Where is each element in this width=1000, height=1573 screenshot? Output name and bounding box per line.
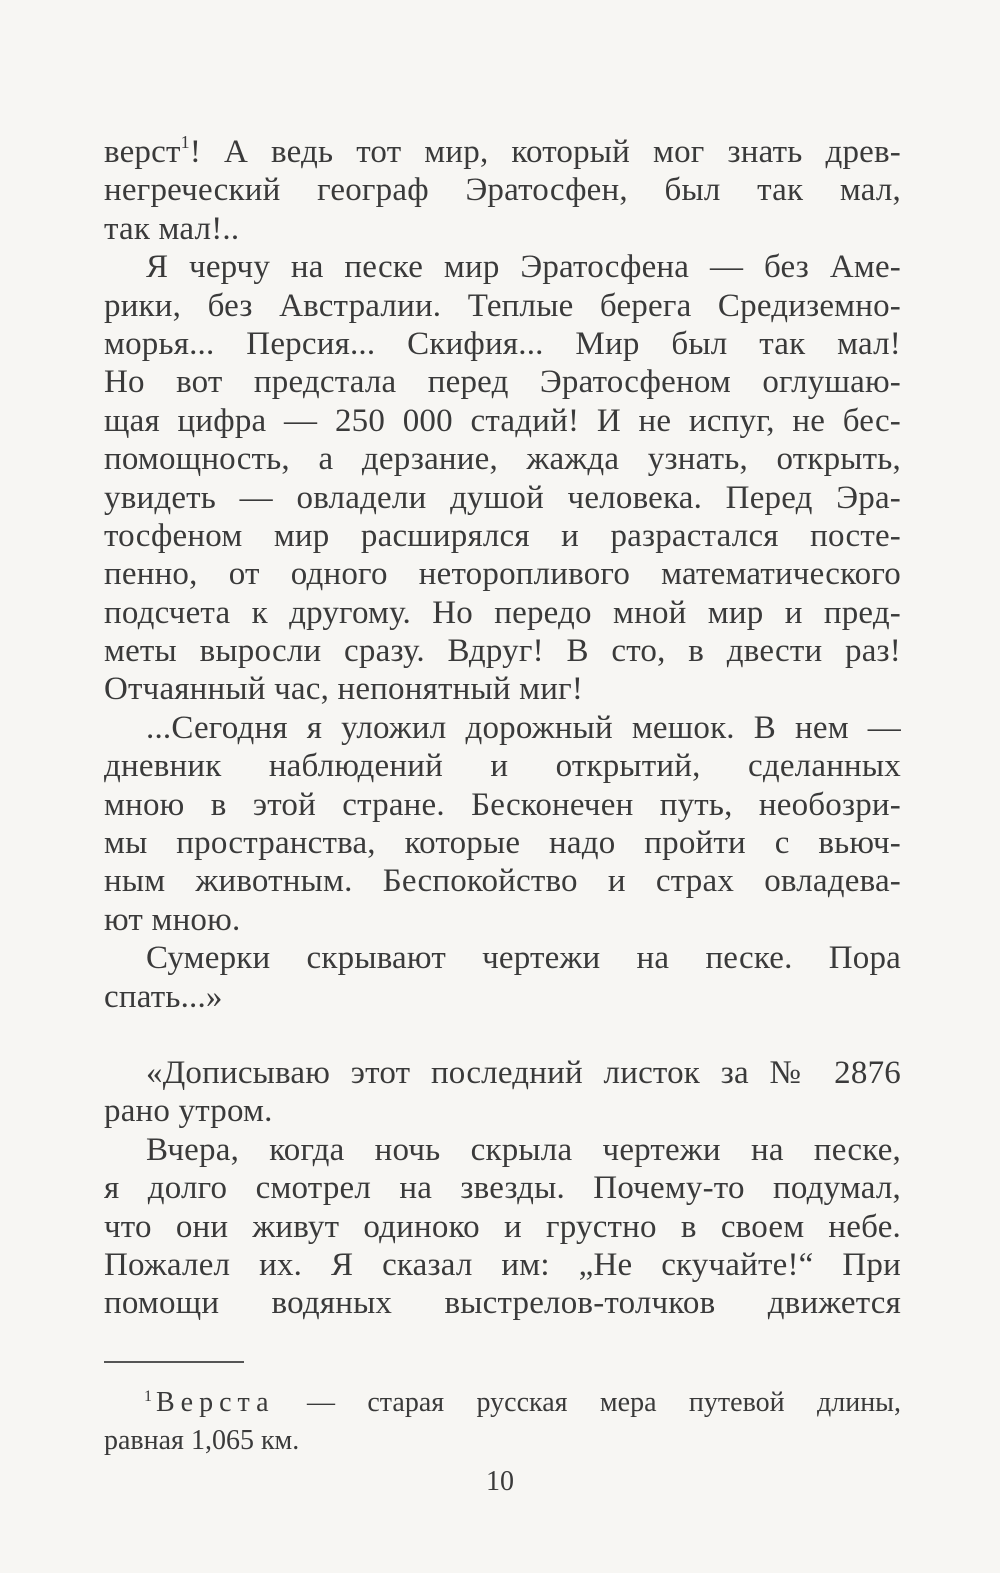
text-line: меты выросли сразу. Вдруг! В сто, в двести раз! (104, 633, 901, 670)
text-line: увидеть — овладели душой человека. Перед Эра- (104, 479, 901, 516)
text-line: Я черчу на песке мир Эратосфена — без Аме- (146, 249, 901, 286)
text-line: щая цифра — 250 000 стадий! И не испуг, не бес- (104, 402, 901, 439)
text-line: ...Сегодня я уложил дорожный мешок. В нем — (146, 709, 901, 746)
text-line: мною в этой стране. Бесконечен путь, необозри- (104, 786, 901, 823)
page-number: 10 (486, 1466, 514, 1497)
text-line: негреческий географ Эратосфен, был так мал, (104, 172, 901, 209)
footnote-reference[interactable]: 1 (180, 132, 190, 152)
text-line: рано утром. (104, 1093, 273, 1130)
text-fragment: верст (104, 134, 181, 170)
text-line: Вчера, когда ночь скрыла чертежи на песке, (146, 1131, 901, 1168)
section-gap (104, 1016, 901, 1054)
text-line: рики, без Австралии. Теплые берега Средиземно- (104, 287, 901, 324)
footnote-text: — старая русская мера путевой длины, (274, 1387, 901, 1418)
text-line: «Дописываю этот последний листок за № 2876 (146, 1054, 901, 1091)
footnote (104, 1384, 901, 1460)
text-line: пенно, от одного неторопливого математического (104, 556, 901, 593)
text-line: так мал!.. (104, 210, 240, 247)
text-line: Отчаянный час, непонятный миг! (104, 671, 584, 708)
text-line: тосфеном мир расширялся и разрастался посте- (104, 517, 901, 554)
text-line: мы пространства, которые надо пройти с вьюч- (104, 825, 901, 862)
text-line: подсчета к другому. Но передо мной мир и пред- (104, 594, 901, 631)
text-line: ным животным. Беспокойство и страх овладева- (104, 863, 901, 900)
footnote-term: Верста (156, 1387, 275, 1418)
text-line: спать...» (104, 978, 223, 1015)
text-line (104, 133, 901, 171)
footnote-line (104, 1384, 901, 1422)
text-line: морья... Персия... Скифия... Мир был так мал! (104, 325, 901, 362)
text-line: Пожалел их. Я сказал им: „Не скучайте!“ При (104, 1246, 901, 1283)
footnote-line: равная 1,065 км. (104, 1425, 300, 1456)
text-line: что они живут одиноко и грустно в своем небе. (104, 1208, 901, 1245)
text-line: я долго смотрел на звезды. Почему-то подумал, (104, 1170, 901, 1207)
text-line: помощность, а дерзание, жажда узнать, открыть, (104, 441, 901, 478)
text-line: Но вот предстала перед Эратосфеном оглушаю- (104, 364, 901, 401)
text-fragment: ! А ведь тот мир, который мог знать древ- (189, 134, 901, 170)
footnote-marker: 1 (144, 1388, 152, 1405)
main-text (104, 133, 901, 1323)
footnote-divider (104, 1361, 244, 1363)
text-line: Сумерки скрывают чертежи на песке. Пора (146, 940, 901, 977)
text-line: ют мною. (104, 901, 241, 938)
text-line: помощи водяных выстрелов-толчков движется (104, 1285, 901, 1322)
text-line: дневник наблюдений и открытий, сделанных (104, 748, 901, 785)
